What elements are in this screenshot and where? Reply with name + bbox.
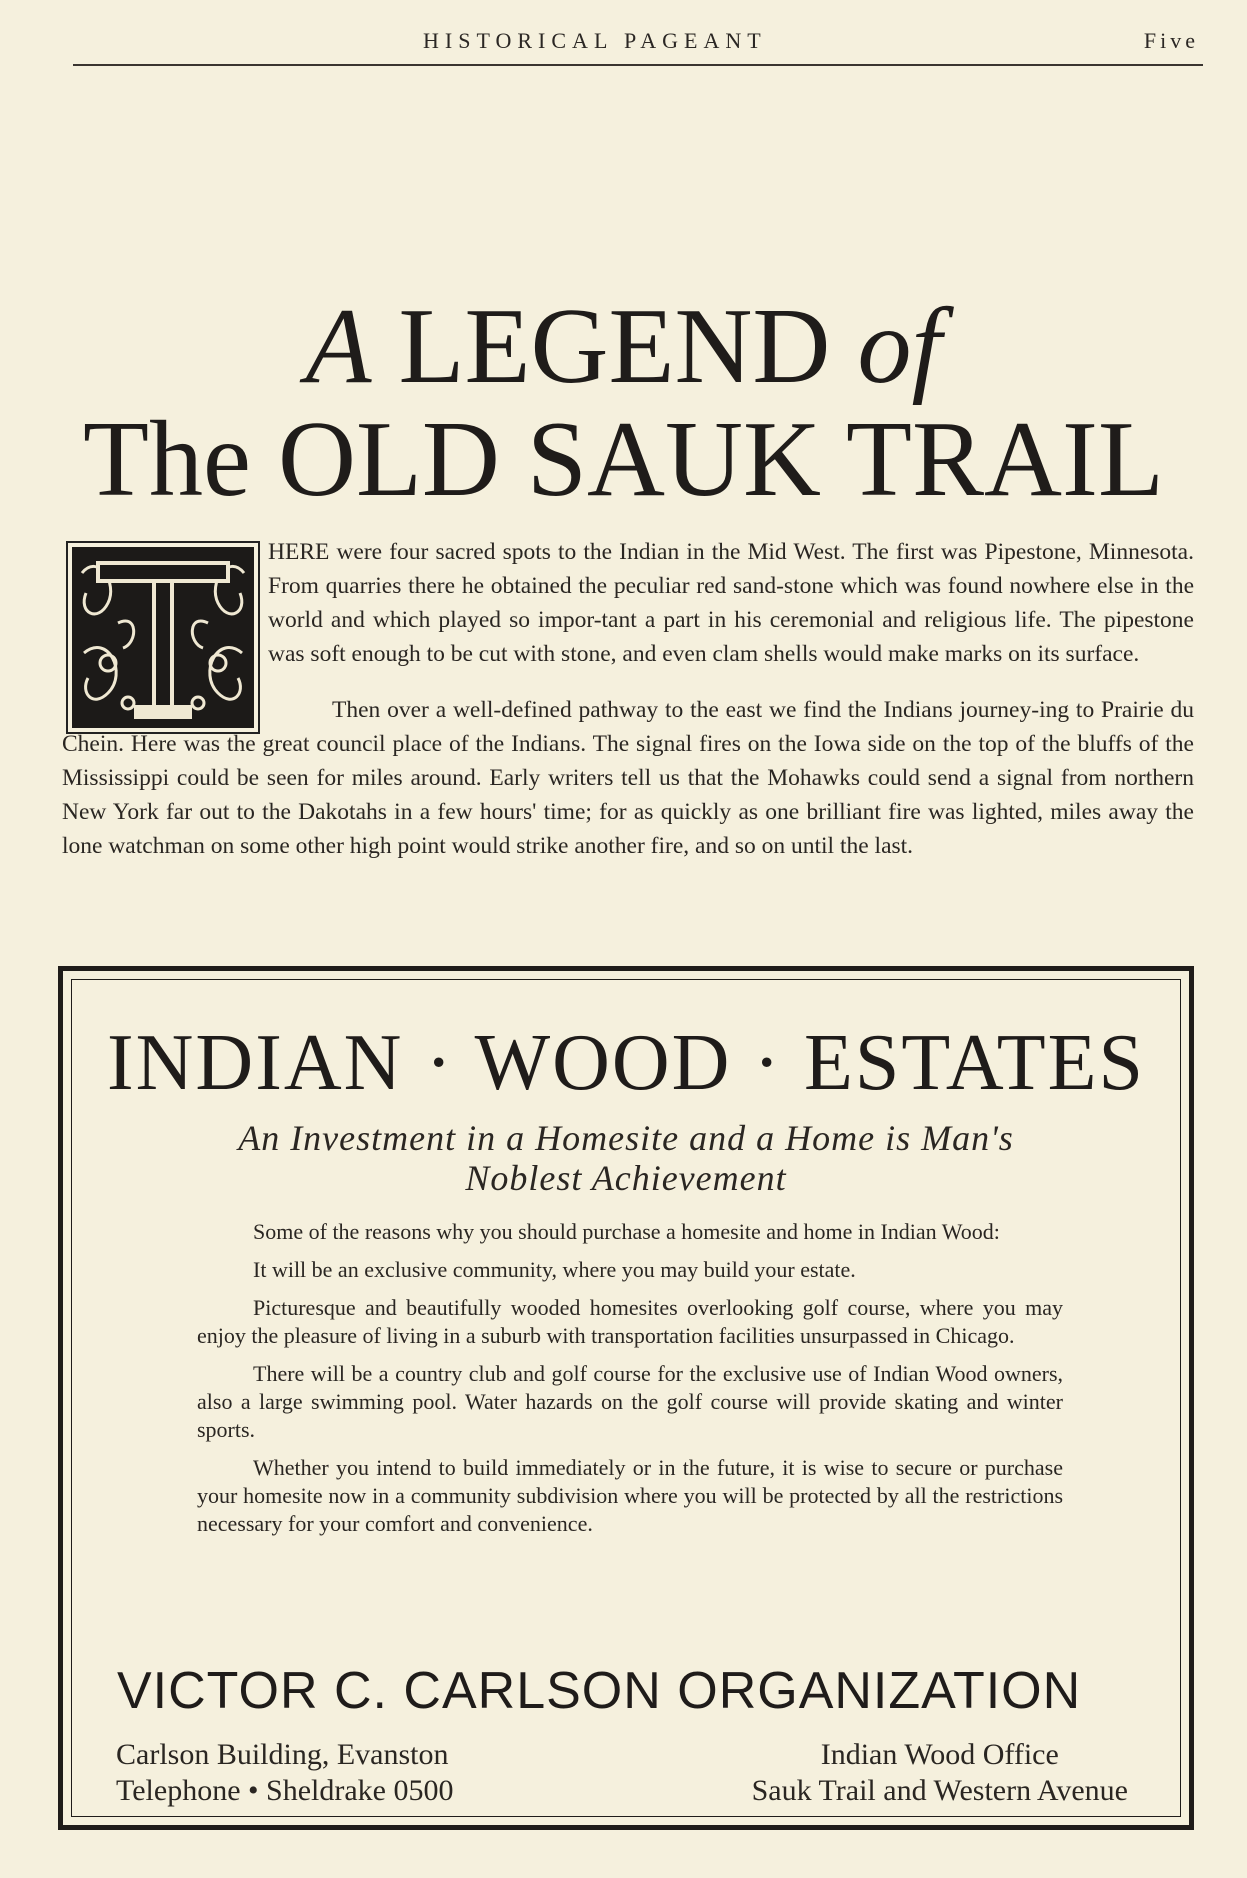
ad-telephone: Telephone • Sheldrake 0500: [116, 1774, 454, 1807]
ad-tagline-line2: Noblest Achievement: [465, 1158, 787, 1198]
ad-tagline: [72, 1118, 1180, 1198]
article-paragraph-1: HERE were four sacred spots to the Indian in the Mid West. The first was Pipestone, Minnesota. From quarries there he obtained the peculiar red sand-stone which was found nowhere else in the world and which played so impor-tant a part in his ceremonial and religious life. The pipestone was soft enough to be cut with stone, and even clam shells would make marks on its surface.: [268, 539, 1194, 667]
ad-contact-left: [116, 1737, 453, 1809]
ad-body: [197, 1218, 1063, 1548]
running-head: [73, 24, 1203, 66]
ad-paragraph: There will be a country club and golf course for the exclusive use of Indian Wood owners, also a large swimming pool. Water hazards on the golf course will provide skating and winter sports.: [197, 1361, 1063, 1442]
title-word-legend: LEGEND: [398, 287, 831, 406]
ad-tagline-line1: An Investment in a Homesite and a Home is Man's: [238, 1118, 1014, 1158]
running-title: HISTORICAL PAGEANT: [423, 28, 767, 53]
ad-paragraph: It will be an exclusive community, where you may build your estate.: [253, 1257, 856, 1282]
ad-paragraph: Picturesque and beautifully wooded homesites overlooking golf course, where you may enjoy the pleasure of living in a suburb with transportation facilities unsurpassed in Chicago.: [197, 1295, 1063, 1348]
article-title-line1: [0, 287, 1247, 406]
title-initial-a: A: [305, 287, 372, 406]
title-word-of: of: [857, 287, 942, 406]
ad-paragraph: Whether you intend to build immediately or in the future, it is wise to secure or purchase your homesite now in a community subdivision where you will be protected by all the restrictions necessary for your comfort and convenience.: [197, 1455, 1063, 1536]
advertisement-box: [58, 966, 1194, 1830]
ad-contact-right: [752, 1737, 1128, 1809]
ad-paragraph: Some of the reasons why you should purchase a homesite and home in Indian Wood:: [253, 1219, 1000, 1244]
ad-address: Carlson Building, Evanston: [116, 1738, 449, 1771]
ad-office-name: Indian Wood Office: [820, 1738, 1059, 1771]
ad-organization-name: VICTOR C. CARLSON ORGANIZATION: [117, 1662, 1082, 1720]
ad-office-address: Sauk Trail and Western Avenue: [751, 1774, 1128, 1807]
article-title-line2: The OLD SAUK TRAIL: [83, 400, 1164, 519]
page-number: Five: [1143, 28, 1199, 53]
article-body: [62, 535, 1194, 863]
article-paragraph-2: Then over a well-defined pathway to the east we find the Indians journey-ing to Prairie du Chein. Here was the great council place of the Indians. The signal fires on the Iowa side on the top of the bluffs of the Mississippi could be seen for miles around. Early writers tell us that the Mohawks could send a signal from northern New York far out to the Dakotahs in a few hours' time; for as quickly as one brilliant fire was lighted, miles away the lone watchman on some other high point would strike another fire, and so on until the last.: [62, 697, 1194, 859]
advertisement-inner-border: [71, 979, 1181, 1817]
ad-headline: INDIAN · WOOD · ESTATES: [107, 1019, 1145, 1107]
